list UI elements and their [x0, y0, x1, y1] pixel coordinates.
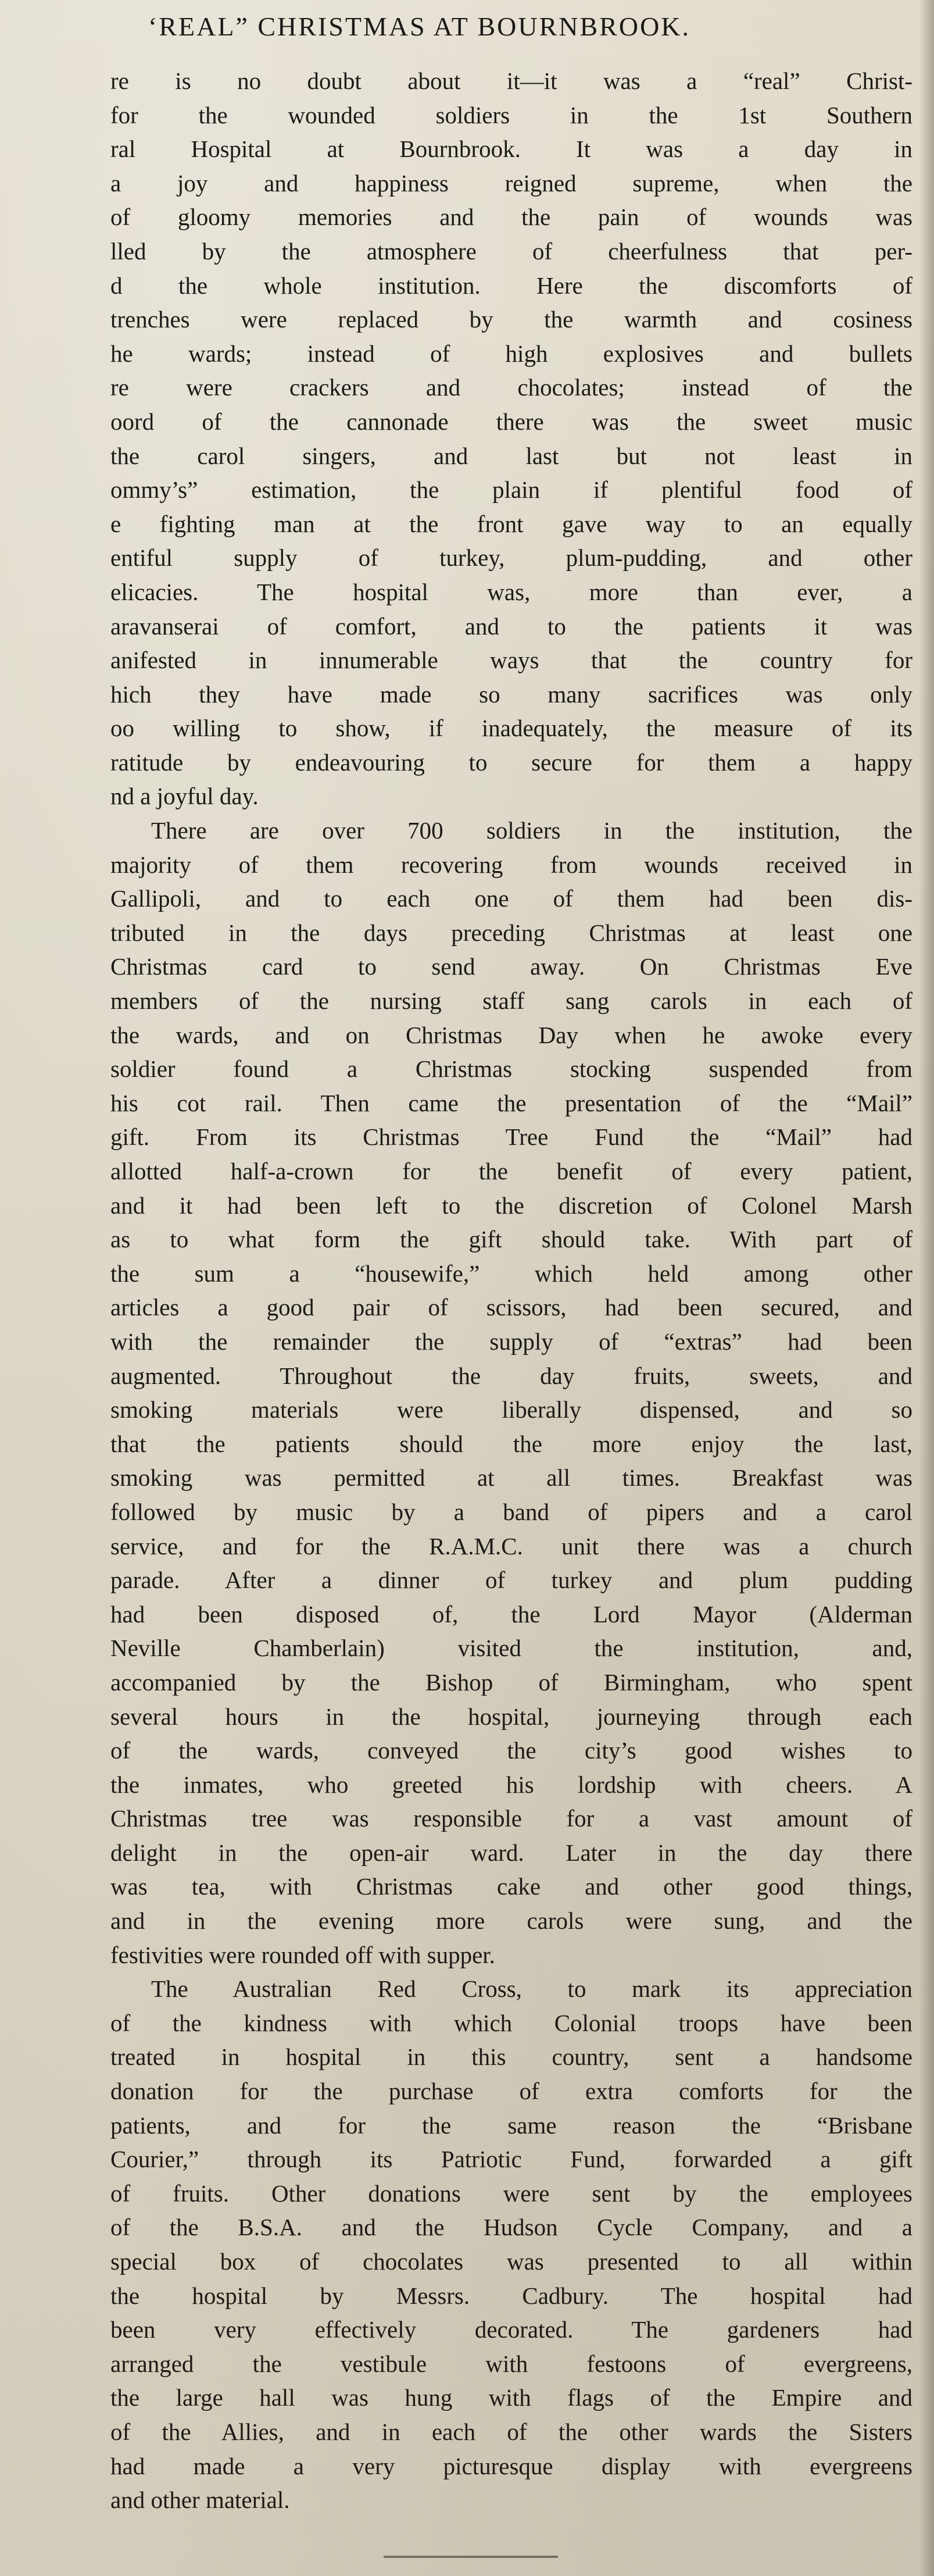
text-line: aravanserai of comfort, and to the patients it was: [110, 612, 912, 640]
text-line: The Australian Red Cross, to mark its appreciation: [151, 1975, 912, 2003]
text-line: gift. From its Christmas Tree Fund the “Mail” had: [110, 1123, 912, 1151]
text-line: donation for the purchase of extra comforts for the: [110, 2078, 912, 2105]
text-line: members of the nursing staff sang carols in each of: [110, 987, 912, 1015]
text-line: re were crackers and chocolates; instead of the: [110, 374, 912, 401]
text-line: oord of the cannonade there was the sweet music: [110, 408, 912, 435]
text-line: elicacies. The hospital was, more than ever, a: [110, 578, 912, 605]
text-line: festivities were rounded off with supper.: [110, 1941, 495, 1968]
text-line: the wards, and on Christmas Day when he awoke every: [110, 1021, 912, 1048]
text-line: and it had been left to the discretion of Colonel Marsh: [110, 1191, 912, 1219]
text-line: was tea, with Christmas cake and other good things,: [110, 1873, 912, 1900]
text-line: of fruits. Other donations were sent by the employees: [110, 2179, 912, 2207]
text-line: trenches were replaced by the warmth and cosiness: [110, 306, 912, 333]
text-line: lled by the atmosphere of cheerfulness that per-: [110, 237, 912, 265]
text-line: a joy and happiness reigned supreme, when the: [110, 169, 912, 197]
text-line: smoking was permitted at all times. Breakfast was: [110, 1464, 912, 1492]
text-line: had been disposed of, the Lord Mayor (Alderman: [110, 1600, 912, 1628]
text-line: anifested in innumerable ways that the country for: [110, 647, 912, 674]
text-line: treated in hospital in this country, sent a handsome: [110, 2043, 912, 2071]
text-line: entiful supply of turkey, plum-pudding, and other: [110, 544, 912, 572]
text-line: as to what form the gift should take. With part of: [110, 1226, 912, 1253]
text-line: oo willing to show, if inadequately, the measure of its: [110, 715, 912, 742]
text-line: of gloomy memories and the pain of wounds was: [110, 204, 912, 231]
text-line: been very effectively decorated. The gardeners had: [110, 2316, 912, 2343]
page-edge-shadow: [919, 0, 934, 2576]
text-line: allotted half-a-crown for the benefit of every patient,: [110, 1158, 912, 1184]
text-line: several hours in the hospital, journeying through each: [110, 1703, 912, 1730]
text-line: had made a very picturesque display with evergreens: [110, 2452, 912, 2479]
text-line: Gallipoli, and to each one of them had been dis-: [110, 885, 912, 912]
text-line: augmented. Throughout the day fruits, sweets, and: [110, 1362, 912, 1389]
text-line: that the patients should the more enjoy the last,: [110, 1430, 912, 1457]
text-line: of the Allies, and in each of the other wards the Sisters: [110, 2418, 912, 2445]
text-line: smoking materials were liberally dispensed, and so: [110, 1396, 912, 1423]
text-line: ommy’s” estimation, the plain if plentiful food of: [110, 476, 912, 504]
text-line: special box of chocolates was presented to all within: [110, 2248, 912, 2275]
text-line: the hospital by Messrs. Cadbury. The hospital had: [110, 2282, 912, 2309]
text-line: Christmas card to send away. On Christmas Eve: [110, 953, 912, 980]
text-line: Neville Chamberlain) visited the institution, and,: [110, 1635, 912, 1662]
text-line: and other material.: [110, 2486, 290, 2514]
text-line: e fighting man at the front gave way to an equally: [110, 510, 912, 537]
text-line: of the kindness with which Colonial troops have been: [110, 2009, 912, 2036]
text-line: re is no doubt about it—it was a “real” Christ-: [110, 67, 912, 94]
text-line: accompanied by the Bishop of Birmingham, who spent: [110, 1668, 912, 1696]
text-line: his cot rail. Then came the presentation of the “Mail”: [110, 1089, 912, 1116]
text-line: patients, and for the same reason the “Brisbane: [110, 2111, 912, 2139]
text-line: majority of them recovering from wounds received in: [110, 851, 912, 878]
end-rule: [384, 2556, 558, 2558]
text-line: articles a good pair of scissors, had been secured, and: [110, 1294, 912, 1321]
text-line: the sum a “housewife,” which held among other: [110, 1260, 912, 1287]
text-line: nd a joyful day.: [110, 783, 259, 810]
text-line: the carol singers, and last but not least in: [110, 442, 912, 469]
paragraph-1: [110, 64, 912, 814]
article-body: [110, 64, 912, 2517]
text-line: d the whole institution. Here the discomforts of: [110, 272, 912, 299]
text-line: There are over 700 soldiers in the institution, the: [151, 817, 912, 844]
paragraph-2: [110, 814, 912, 1972]
text-line: with the remainder the supply of “extras” had been: [110, 1328, 912, 1355]
text-line: ral Hospital at Bournbrook. It was a day in: [110, 135, 912, 163]
headline: ‘REAL” CHRISTMAS AT BOURNBROOK.: [148, 12, 691, 41]
text-line: and in the evening more carols were sung, and the: [110, 1907, 912, 1935]
text-line: delight in the open-air ward. Later in the day there: [110, 1839, 912, 1866]
text-line: of the wards, conveyed the city’s good wishes to: [110, 1737, 912, 1764]
text-line: parade. After a dinner of turkey and plum pudding: [110, 1567, 912, 1594]
text-line: arranged the vestibule with festoons of evergreens,: [110, 2350, 912, 2377]
text-line: tributed in the days preceding Christmas at least one: [110, 919, 912, 946]
text-line: of the B.S.A. and the Hudson Cycle Company, and a: [110, 2214, 912, 2241]
text-line: soldier found a Christmas stocking suspended from: [110, 1055, 912, 1083]
text-line: hich they have made so many sacrifices was only: [110, 680, 912, 708]
text-line: service, and for the R.A.M.C. unit there was a church: [110, 1532, 912, 1560]
text-line: he wards; instead of high explosives and bullets: [110, 340, 912, 367]
paragraph-3: [110, 1972, 912, 2517]
text-line: the inmates, who greeted his lordship with cheers. A: [110, 1771, 912, 1798]
text-line: followed by music by a band of pipers and a carol: [110, 1498, 912, 1525]
text-line: for the wounded soldiers in the 1st Southern: [110, 101, 912, 129]
text-line: ratitude by endeavouring to secure for them a happy: [110, 748, 912, 776]
text-line: Courier,” through its Patriotic Fund, forwarded a gift: [110, 2146, 912, 2173]
text-line: the large hall was hung with flags of the Empire and: [110, 2384, 912, 2411]
text-line: Christmas tree was responsible for a vast amount of: [110, 1805, 912, 1832]
